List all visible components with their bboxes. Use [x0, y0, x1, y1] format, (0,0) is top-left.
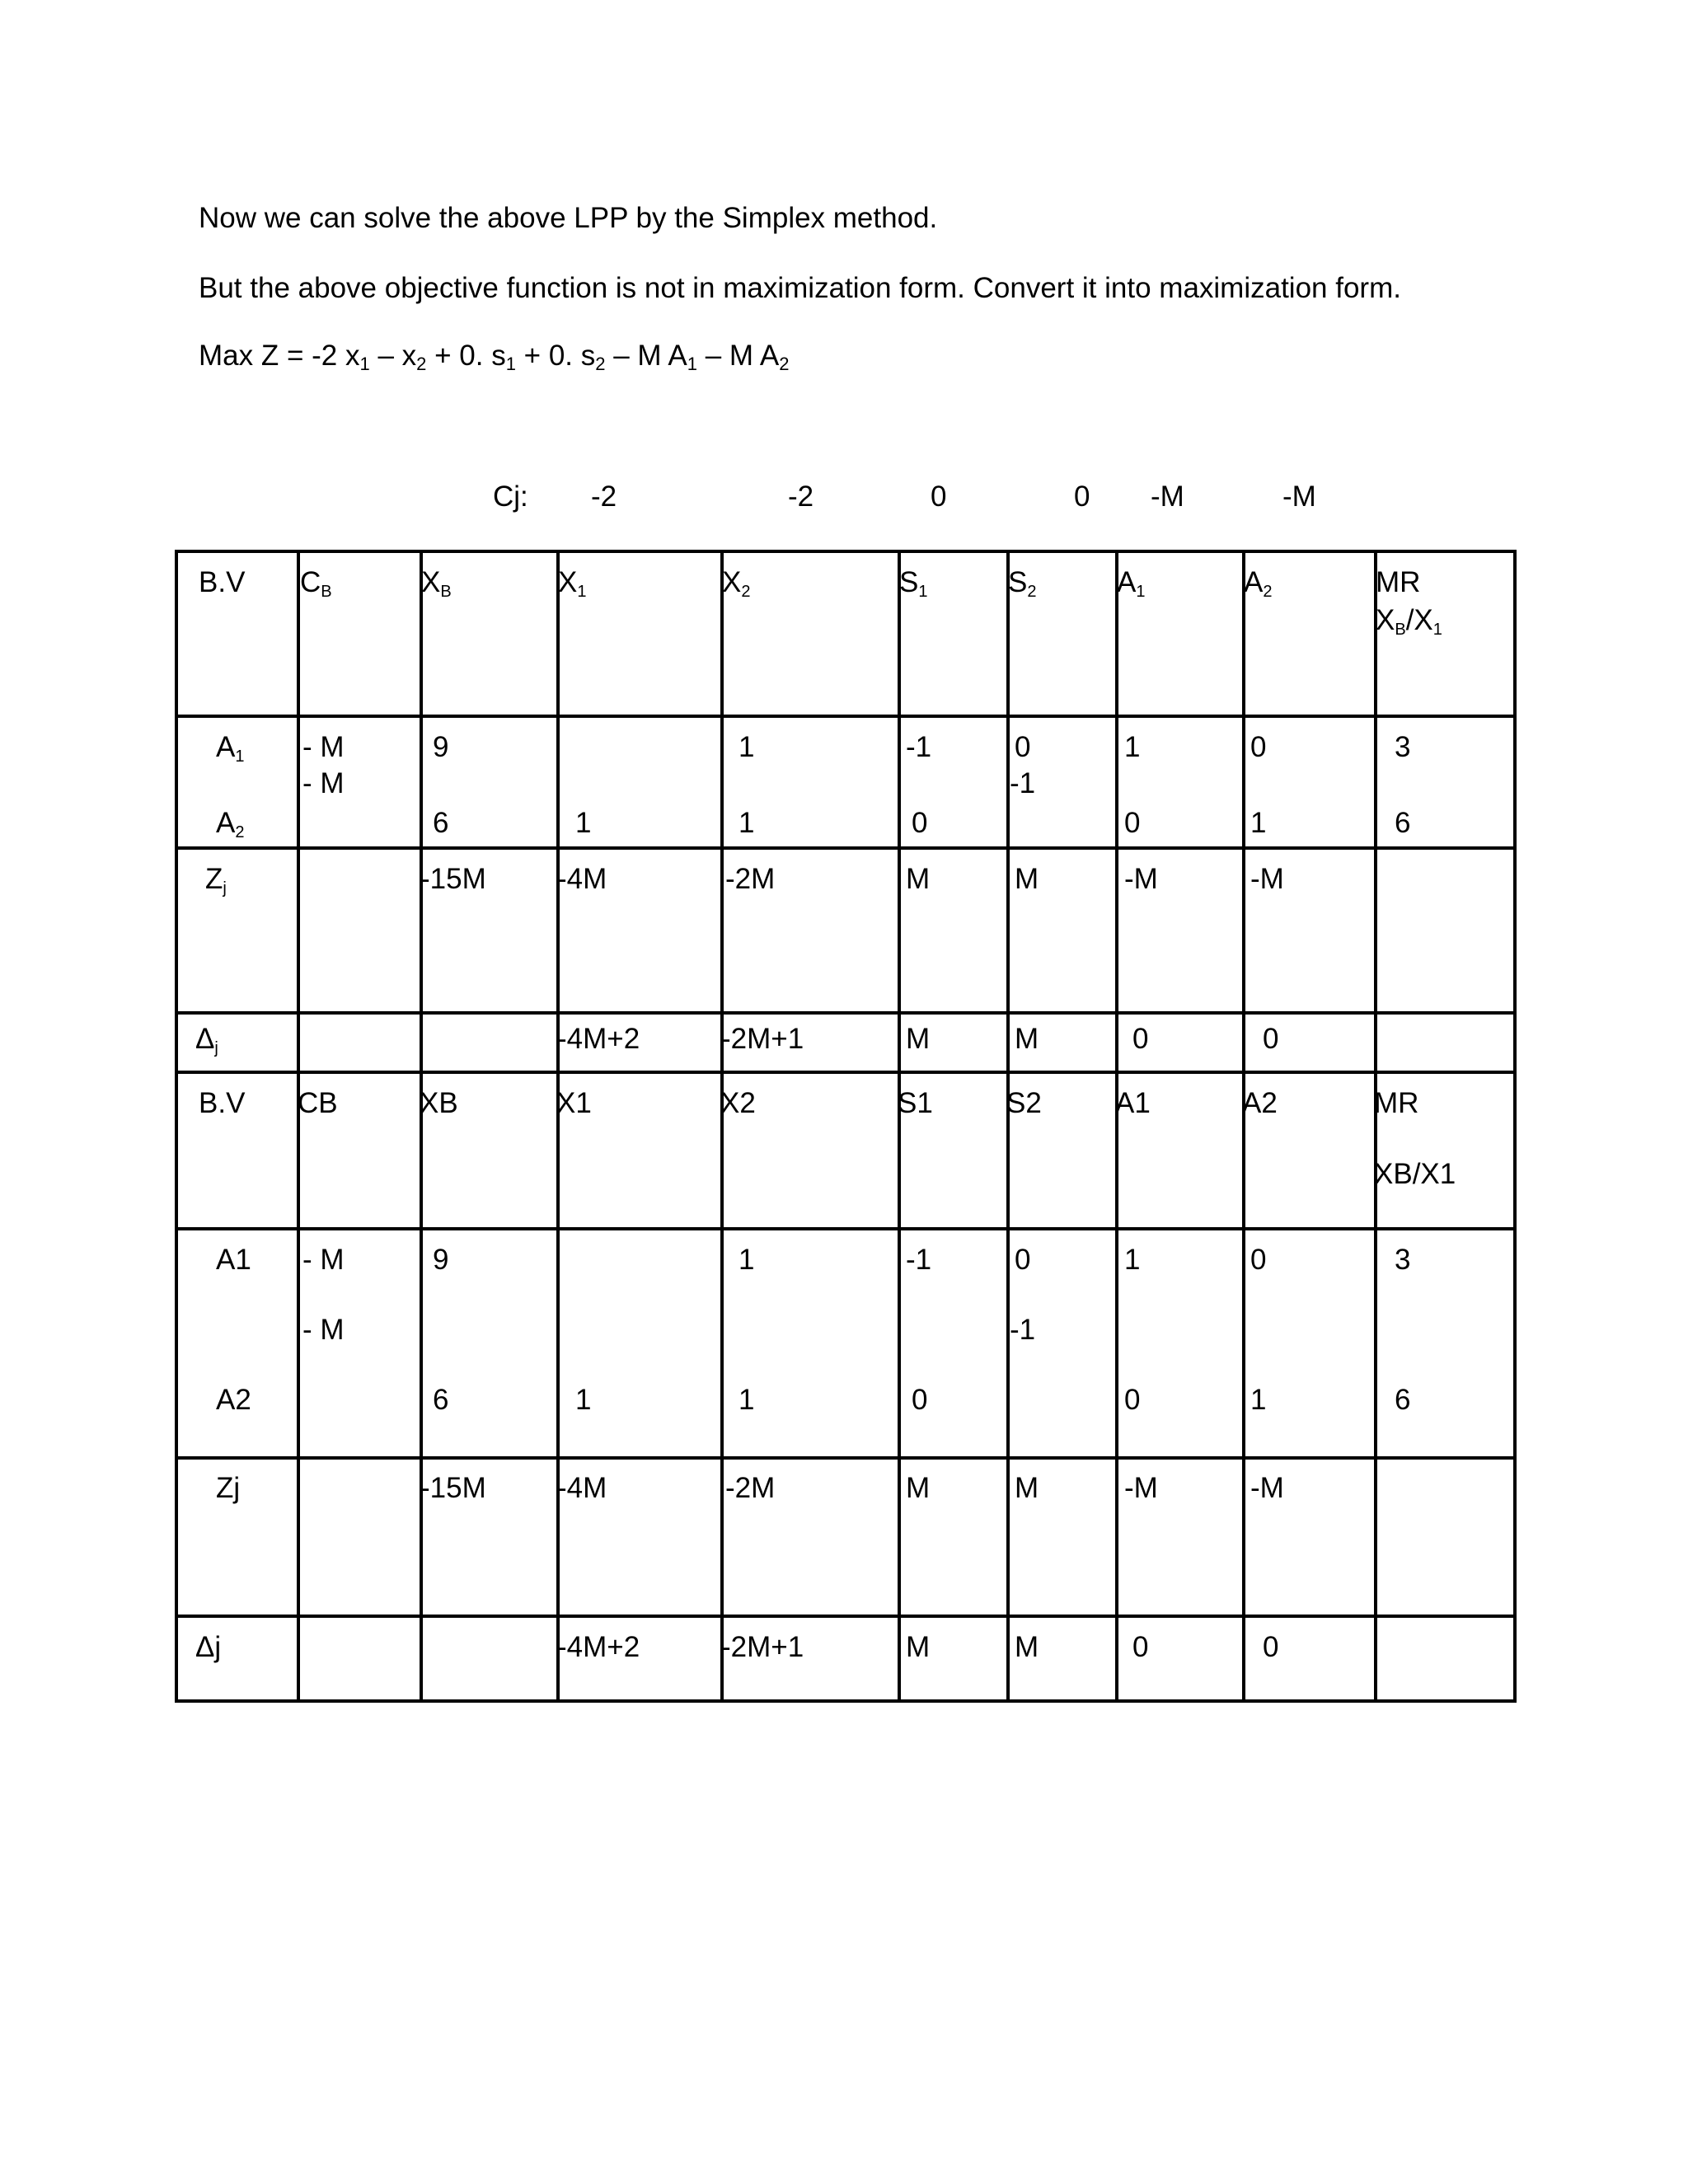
delta-x2: -2M+1	[721, 1631, 804, 1663]
objective-sub: 2	[416, 354, 427, 374]
delta-s1: M	[906, 1023, 931, 1055]
a2-value: 0	[1250, 731, 1267, 763]
row-divider	[175, 1071, 1517, 1074]
zj-s1: M	[906, 863, 931, 895]
header-x1: X1	[556, 1087, 592, 1119]
cj-value-s1: 0	[931, 480, 947, 513]
header-a2: A2	[1242, 1087, 1278, 1119]
column-divider	[898, 550, 901, 1703]
objective-sub: 1	[505, 354, 516, 374]
zj-x2: -2M	[725, 863, 776, 895]
cb-value: - M	[302, 1244, 345, 1276]
header-x2: X2	[720, 1087, 756, 1119]
x2-value: 1	[738, 1384, 755, 1416]
column-divider	[175, 550, 178, 1703]
delta-label-sub: j	[214, 1039, 218, 1057]
mr-value: 3	[1395, 1244, 1411, 1276]
header-ratio-sub: 1	[1432, 621, 1442, 639]
zj-x2: -2M	[725, 1472, 776, 1504]
objective-sub: 2	[779, 354, 790, 374]
delta-a1: 0	[1132, 1631, 1149, 1663]
row-divider	[175, 550, 1517, 553]
intro-line: Now we can solve the above LPP by the Simplex method.	[199, 202, 938, 234]
a1-value: 1	[1124, 1244, 1141, 1276]
objective-sub: 1	[359, 354, 370, 374]
delta-a2: 0	[1263, 1023, 1279, 1055]
header-xb-sub: B	[440, 583, 452, 601]
s1-value: 0	[912, 1384, 928, 1416]
column-divider	[1115, 550, 1118, 1703]
header-ratio-text: /X	[1405, 604, 1433, 636]
delta-a2: 0	[1263, 1631, 1279, 1663]
header-mr: MR	[1376, 566, 1421, 598]
cj-value-s2: 0	[1074, 480, 1090, 513]
header-bv: B.V	[199, 566, 246, 598]
objective-sub: 1	[687, 354, 697, 374]
objective-term: + 0. s	[426, 340, 506, 372]
cj-value-x2: -2	[788, 480, 814, 513]
header-a1	[1117, 566, 1145, 608]
a1-value: 0	[1124, 1384, 1141, 1416]
s1-value: -1	[906, 731, 932, 763]
column-divider	[1006, 550, 1010, 1703]
basis-label-a2	[216, 807, 244, 849]
row-divider	[175, 1456, 1517, 1460]
zj-a2: -M	[1250, 863, 1284, 895]
row-divider	[175, 715, 1517, 718]
xb-value: 6	[433, 1384, 449, 1416]
header-s1-text: S	[899, 566, 919, 598]
header-a2-sub: 2	[1263, 583, 1273, 601]
column-divider	[420, 550, 423, 1703]
column-divider	[1242, 550, 1245, 1703]
basis-label-sub: 2	[235, 823, 245, 841]
basis-label-sub: 1	[235, 748, 245, 766]
header-s1: S1	[898, 1087, 933, 1119]
cj-value-x1: -2	[591, 480, 617, 513]
s1-value: -1	[906, 1244, 932, 1276]
header-xb: XB	[420, 1087, 458, 1119]
header-cb-text: C	[300, 566, 321, 598]
s2-value: -1	[1010, 1314, 1036, 1346]
header-cb	[300, 566, 332, 608]
delta-label-text: Δ	[195, 1023, 215, 1055]
objective-term: – M A	[605, 340, 687, 372]
header-a2-text: A	[1244, 566, 1264, 598]
simplex-table	[175, 550, 1517, 1703]
zj-x1: -4M	[557, 863, 607, 895]
zj-xb: -15M	[420, 1472, 486, 1504]
header-ratio: XB/X1	[1374, 1158, 1456, 1190]
cj-label: Cj:	[493, 480, 528, 513]
row-divider	[175, 1227, 1517, 1230]
header-a1-text: A	[1117, 566, 1137, 598]
basis-label-a2: A2	[216, 1384, 251, 1416]
column-divider	[720, 550, 724, 1703]
header-a1-sub: 1	[1136, 583, 1146, 601]
mr-value: 6	[1395, 1384, 1411, 1416]
header-s2: S2	[1006, 1087, 1042, 1119]
zj-x1: -4M	[557, 1472, 607, 1504]
x2-value: 1	[738, 807, 755, 839]
basis-label-a1	[216, 731, 244, 773]
instruction-line: But the above objective function is not in maximization form. Convert it into maximization form.	[199, 272, 1401, 304]
header-a2	[1244, 566, 1272, 608]
zj-label	[205, 863, 227, 905]
delta-x2: -2M+1	[721, 1023, 804, 1055]
header-x1	[558, 566, 586, 608]
column-divider	[297, 550, 300, 1703]
objective-term: + 0. s	[515, 340, 596, 372]
cj-value-a1: -M	[1151, 480, 1184, 513]
header-x1-sub: 1	[577, 583, 587, 601]
cb-value: - M	[302, 767, 345, 799]
header-s2-text: S	[1008, 566, 1028, 598]
header-x1-text: X	[558, 566, 578, 598]
row-divider	[175, 846, 1517, 850]
header-bv: B.V	[199, 1087, 246, 1119]
delta-s2: M	[1015, 1023, 1039, 1055]
header-s1	[899, 566, 927, 608]
cb-value: - M	[302, 731, 345, 763]
header-mr: MR	[1374, 1087, 1419, 1119]
x2-value: 1	[738, 1244, 755, 1276]
zj-label-text: Z	[205, 863, 223, 895]
basis-label-a1: A1	[216, 1244, 251, 1276]
header-xb-text: X	[421, 566, 441, 598]
delta-s1: M	[906, 1631, 931, 1663]
delta-x1: -4M+2	[557, 1631, 640, 1663]
xb-value: 9	[433, 731, 449, 763]
x1-value: 1	[575, 807, 592, 839]
a2-value: 0	[1250, 1244, 1267, 1276]
zj-label-sub: j	[223, 879, 227, 898]
x1-value: 1	[575, 1384, 592, 1416]
zj-s2: M	[1015, 1472, 1039, 1504]
cb-value: - M	[302, 1314, 345, 1346]
header-ratio	[1376, 604, 1442, 646]
mr-value: 3	[1395, 731, 1411, 763]
objective-function	[199, 340, 789, 381]
column-divider	[1374, 550, 1377, 1703]
xb-value: 9	[433, 1244, 449, 1276]
zj-s1: M	[906, 1472, 931, 1504]
s2-value: -1	[1010, 767, 1036, 799]
header-ratio-text: X	[1376, 604, 1395, 636]
s2-value: 0	[1015, 731, 1031, 763]
header-a1: A1	[1115, 1087, 1151, 1119]
x2-value: 1	[738, 731, 755, 763]
s2-value: 0	[1015, 1244, 1031, 1276]
zj-a2: -M	[1250, 1472, 1284, 1504]
row-divider	[175, 1011, 1517, 1015]
delta-a1: 0	[1132, 1023, 1149, 1055]
objective-term: – x	[369, 340, 417, 372]
a2-value: 1	[1250, 807, 1267, 839]
header-ratio-sub: B	[1395, 621, 1406, 639]
objective-lead: Max Z = -2 x	[199, 340, 360, 372]
header-s2-sub: 2	[1027, 583, 1037, 601]
objective-term: – M A	[696, 340, 780, 372]
column-divider	[556, 550, 560, 1703]
cj-value-a2: -M	[1282, 480, 1316, 513]
delta-s2: M	[1015, 1631, 1039, 1663]
header-x2-sub: 2	[741, 583, 751, 601]
basis-label-text: A	[216, 807, 236, 839]
s1-value: 0	[912, 807, 928, 839]
zj-xb: -15M	[420, 863, 486, 895]
xb-value: 6	[433, 807, 449, 839]
a2-value: 1	[1250, 1384, 1267, 1416]
header-s1-sub: 1	[918, 583, 928, 601]
zj-s2: M	[1015, 863, 1039, 895]
header-cb-sub: B	[321, 583, 332, 601]
header-x2-text: X	[722, 566, 742, 598]
basis-label-text: A	[216, 731, 236, 763]
zj-a1: -M	[1124, 1472, 1158, 1504]
delta-x1: -4M+2	[557, 1023, 640, 1055]
header-s2	[1008, 566, 1036, 608]
zj-label: Zj	[216, 1472, 241, 1504]
row-divider	[175, 1699, 1517, 1703]
delta-label: Δj	[195, 1631, 222, 1663]
header-x2	[722, 566, 750, 608]
header-cb: CB	[298, 1087, 338, 1119]
a1-value: 1	[1124, 731, 1141, 763]
zj-a1: -M	[1124, 863, 1158, 895]
mr-value: 6	[1395, 807, 1411, 839]
delta-label	[195, 1023, 218, 1065]
row-divider	[175, 1615, 1517, 1618]
a1-value: 0	[1124, 807, 1141, 839]
header-xb	[421, 566, 452, 608]
objective-sub: 2	[595, 354, 606, 374]
column-divider	[1513, 550, 1517, 1703]
